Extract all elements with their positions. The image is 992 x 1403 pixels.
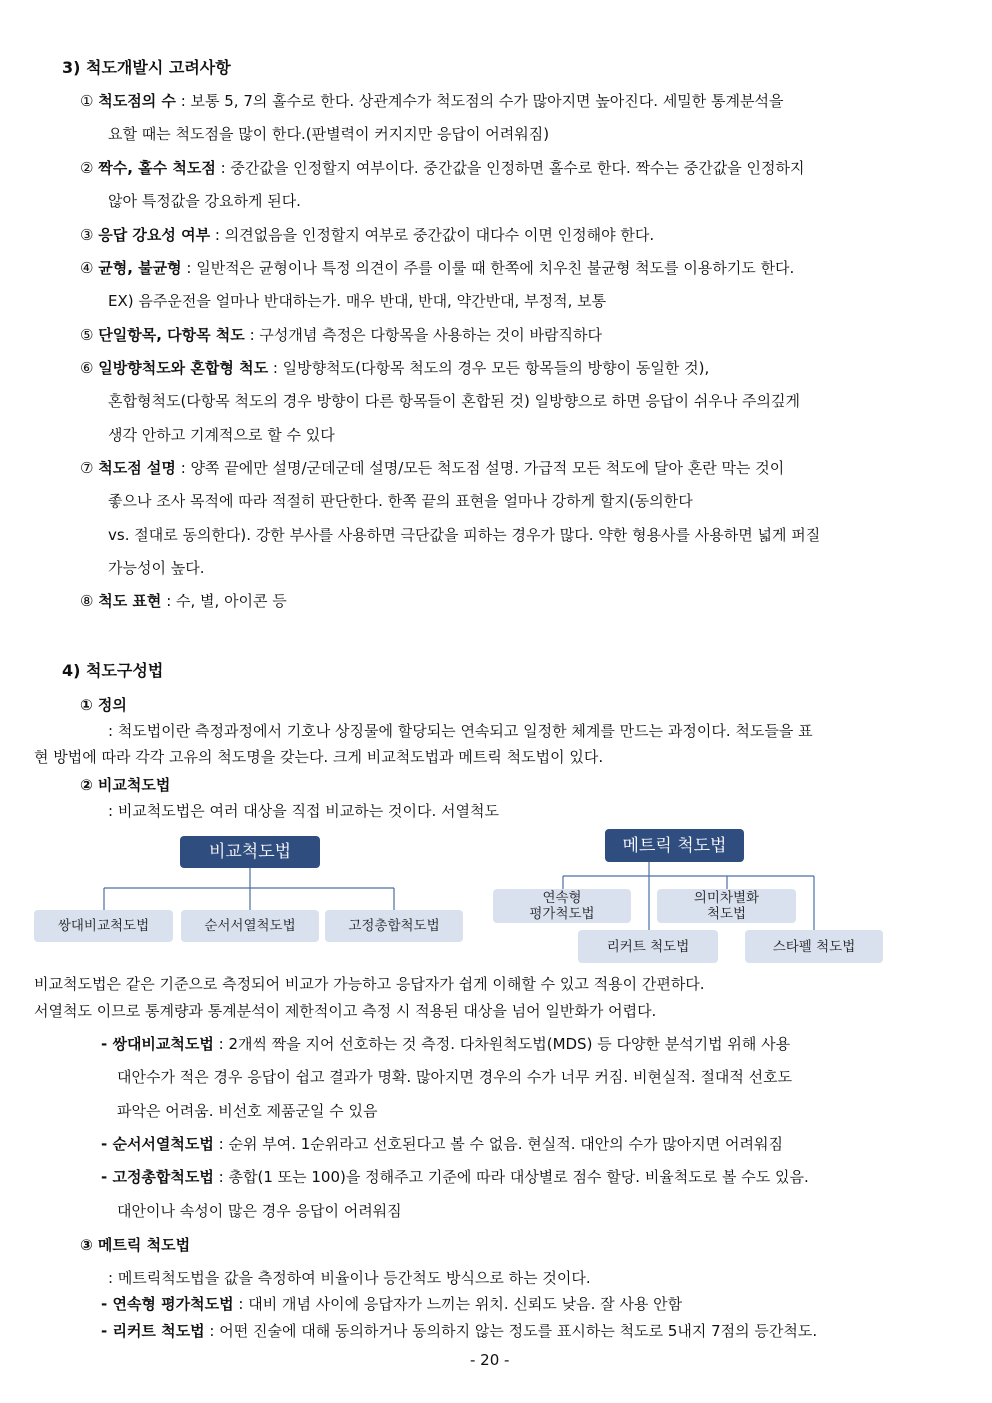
item-continuation: 않아 특정값을 강요하게 된다. <box>108 192 301 210</box>
bullet-continuation: 파악은 어려움. 비선호 제품군일 수 있음 <box>117 1102 378 1120</box>
metric-desc: : 메트릭척도법을 값을 측정하여 비율이나 등간척도 방식으로 하는 것이다. <box>108 1269 591 1287</box>
item-text: : 일반적은 균형이나 특정 의견이 주를 이룰 때 한쪽에 치우친 불균형 척도를 이용하기도 한다. <box>181 259 795 277</box>
bullet-term: 고정총합척도법 <box>112 1168 214 1186</box>
item-term: 척도 표현 <box>98 592 162 610</box>
item-number: ③ <box>80 226 94 244</box>
bullet-text: : 2개씩 짝을 지어 선호하는 것 측정. 다차원척도법(MDS) 등 다양한 분석기법 위해 사용 <box>213 1035 791 1053</box>
diagram-node: 연속형 평가척도법 <box>493 889 631 923</box>
item-text: : 구성개념 측정은 다항목을 사용하는 것이 바람직하다 <box>244 326 603 344</box>
paragraph-line: 비교척도법은 같은 기준으로 측정되어 비교가 가능하고 응답자가 쉽게 이해할 수 있고 적용이 간편하다. <box>34 975 705 993</box>
item-continuation: vs. 절대로 동의한다). 강한 부사를 사용하면 극단값을 피하는 경우가 많다. 약한 형용사를 사용하면 넓게 퍼질 <box>108 526 821 544</box>
section4-title: 4) 척도구성법 <box>62 661 164 680</box>
definition-line: 현 방법에 따라 각각 고유의 척도명을 갖는다. 크게 비교척도법과 메트릭 척도법이 있다. <box>34 748 604 766</box>
item-number: ⑦ <box>80 459 94 477</box>
item-term: 균형, 불균형 <box>98 259 182 277</box>
diagram-node: 리커트 척도법 <box>578 930 718 963</box>
item-number: ⑧ <box>80 592 94 610</box>
definition-heading: ① 정의 <box>80 696 127 714</box>
diagram-node: 순서서열척도법 <box>181 910 319 942</box>
bullet-item: - 연속형 평가척도법 : 대비 개념 사이에 응답자가 느끼는 위치. 신뢰도 낮음. 잘 사용 안함 <box>101 1295 683 1313</box>
item-term: 척도점 설명 <box>98 459 176 477</box>
diagram-node: 쌍대비교척도법 <box>34 910 173 942</box>
comparison-heading: ② 비교척도법 <box>80 776 171 794</box>
bullet-continuation: 대안이나 속성이 많은 경우 응답이 어려워짐 <box>117 1202 402 1220</box>
bullet-item: - 고정총합척도법 : 총합(1 또는 100)을 정해주고 기준에 따라 대상별로 점수 할당. 비율척도로 볼 수도 있음. <box>101 1168 809 1186</box>
bullet-term: 쌍대비교척도법 <box>112 1035 214 1053</box>
metric-heading: ③ 메트릭 척도법 <box>80 1236 191 1254</box>
item-continuation: EX) 음주운전을 얼마나 반대하는가. 매우 반대, 반대, 약간반대, 부정적, 보통 <box>108 292 607 310</box>
item-number: ⑥ <box>80 359 94 377</box>
item-text: : 수, 별, 아이콘 등 <box>161 592 287 610</box>
item-text: : 양쪽 끝에만 설명/군데군데 설명/모든 척도점 설명. 가급적 모든 척도에 달아 혼란 막는 것이 <box>175 459 785 477</box>
item-term: 짝수, 홀수 척도점 <box>98 159 216 177</box>
bullet-term: 연속형 평가척도법 <box>112 1295 234 1313</box>
bullet-item: - 순서서열척도법 : 순위 부여. 1순위라고 선호된다고 볼 수 없음. 현실적. 대안의 수가 많아지면 어려워짐 <box>101 1135 783 1153</box>
bullet-text: : 대비 개념 사이에 응답자가 느끼는 위치. 신뢰도 낮음. 잘 사용 안함 <box>233 1295 683 1313</box>
bullet-item: - 쌍대비교척도법 : 2개씩 짝을 지어 선호하는 것 측정. 다차원척도법(MDS) 등 다양한 분석기법 위해 사용 <box>101 1035 791 1053</box>
item-term: 단일항목, 다항목 척도 <box>98 326 245 344</box>
diagram-node: 의미차별화 척도법 <box>657 889 796 923</box>
item-continuation: 가능성이 높다. <box>108 559 205 577</box>
bullet-text: : 순위 부여. 1순위라고 선호된다고 볼 수 없음. 현실적. 대안의 수가 많아지면 어려워짐 <box>213 1135 783 1153</box>
diagram-node: 스타펠 척도법 <box>745 930 883 963</box>
item-continuation: 혼합형척도(다항목 척도의 경우 방향이 다른 항목들이 혼합된 것) 일방향으로 하면 응답이 쉬우나 주의깊게 <box>108 392 800 410</box>
paragraph-line: 서열척도 이므로 통계량과 통계분석이 제한적이고 측정 시 적용된 대상을 넘어 일반화가 어렵다. <box>34 1002 657 1020</box>
item-number: ① <box>80 92 94 110</box>
diagram-root-comparison: 비교척도법 <box>180 836 320 868</box>
page-number: - 20 - <box>470 1351 510 1369</box>
bullet-text: : 어떤 진술에 대해 동의하거나 동의하지 않는 정도를 표시하는 척도로 5내지 7점의 등간척도. <box>204 1322 818 1340</box>
bullet-term: 리커트 척도법 <box>112 1322 205 1340</box>
section3-title: 3) 척도개발시 고려사항 <box>62 58 231 77</box>
item-term: 일방향척도와 혼합형 척도 <box>98 359 269 377</box>
item-text: : 일방향척도(다항목 척도의 경우 모든 항목들의 방향이 동일한 것), <box>268 359 710 377</box>
bullet-continuation: 대안수가 적은 경우 응답이 쉽고 결과가 명확. 많아지면 경우의 수가 너무 커짐. 비현실적. 절대적 선호도 <box>117 1068 793 1086</box>
item-continuation: 요할 때는 척도점을 많이 한다.(판별력이 커지지만 응답이 어려워짐) <box>108 125 550 143</box>
item-text: : 중간값을 인정할지 여부이다. 중간값을 인정하면 홀수로 한다. 짝수는 중간값을 인정하지 <box>215 159 805 177</box>
item-number: ④ <box>80 259 94 277</box>
comparison-desc: : 비교척도법은 여러 대상을 직접 비교하는 것이다. 서열척도 <box>108 802 499 820</box>
diagram-root-metric: 메트릭 척도법 <box>605 829 744 862</box>
item-term: 척도점의 수 <box>98 92 176 110</box>
item-text: : 보통 5, 7의 홀수로 한다. 상관계수가 척도점의 수가 많아지면 높아진다. 세밀한 통계분석을 <box>175 92 784 110</box>
diagram-node: 고정총합척도법 <box>325 910 463 942</box>
item-number: ② <box>80 159 94 177</box>
bullet-term: 순서서열척도법 <box>112 1135 214 1153</box>
item-continuation: 생각 안하고 기계적으로 할 수 있다 <box>108 426 335 444</box>
definition-line: : 척도법이란 측정과정에서 기호나 상징물에 할당되는 연속되고 일정한 체계를 만드는 과정이다. 척도들을 표 <box>108 722 813 740</box>
item-text: : 의견없음을 인정할지 여부로 중간값이 대다수 이면 인정해야 한다. <box>210 226 655 244</box>
bullet-text: : 총합(1 또는 100)을 정해주고 기준에 따라 대상별로 점수 할당. 비율척도로 볼 수도 있음. <box>213 1168 809 1186</box>
bullet-item: - 리커트 척도법 : 어떤 진술에 대해 동의하거나 동의하지 않는 정도를 표시하는 척도로 5내지 7점의 등간척도. <box>101 1322 818 1340</box>
item-continuation: 좋으나 조사 목적에 따라 적절히 판단한다. 한쪽 끝의 표현을 얼마나 강하게 할지(동의한다 <box>108 492 693 510</box>
item-number: ⑤ <box>80 326 94 344</box>
item-term: 응답 강요성 여부 <box>98 226 211 244</box>
